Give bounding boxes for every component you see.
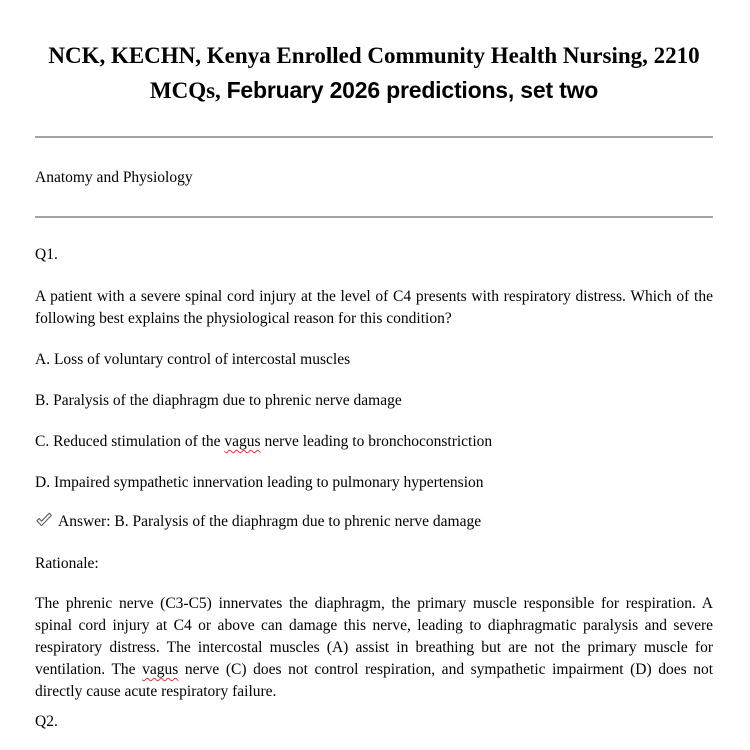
question-2-number: Q2. (35, 713, 58, 730)
page-title-sans-part: February 2026 predictions, set two (226, 77, 599, 103)
divider (35, 216, 713, 218)
option-c-misspelled-word: vagus (224, 433, 261, 450)
rationale-text-post: nerve (C) does not control respiration, and sympathetic impairment (D) does not directly cause acute respiratory failure. (35, 661, 714, 700)
rationale-text (35, 593, 713, 703)
rationale-text-pre: The phrenic nerve (C3-C5) innervates the diaphragm, the primary muscle responsible for respiration. A spinal cord injury at C4 or above can damage this nerve, leading to diaphragmatic paralysis and severe respiratory distress. The intercostal muscles (A) assist in breathing but are not the primary muscle for ventilation. The (35, 595, 713, 678)
option-c-text-post: nerve leading to bronchoconstriction (260, 433, 493, 450)
answer-line (35, 511, 713, 533)
check-mark-icon (35, 511, 53, 529)
page-title (35, 38, 713, 108)
rationale-label: Rationale: (35, 555, 99, 572)
option-c-text-pre: C. Reduced stimulation of the (35, 433, 225, 450)
divider (35, 136, 713, 138)
question-1-number: Q1. (35, 246, 58, 263)
option-a: A. Loss of voluntary control of intercostal muscles (35, 351, 351, 368)
section-header: Anatomy and Physiology (35, 169, 193, 186)
rationale-misspelled-word: vagus (142, 661, 179, 678)
answer-text: Answer: B. Paralysis of the diaphragm due to phrenic nerve damage (58, 513, 482, 530)
page-title-serif-part: NCK, KECHN, Kenya Enrolled Community Health Nursing, 2210 MCQs, (48, 43, 700, 103)
option-b: B. Paralysis of the diaphragm due to phrenic nerve damage (35, 392, 402, 409)
option-d: D. Impaired sympathetic innervation leading to pulmonary hypertension (35, 474, 484, 491)
option-c (35, 431, 713, 453)
question-1-text: A patient with a severe spinal cord injury at the level of C4 presents with respiratory distress. Which of the following best explains the physiological reason for this condition? (35, 288, 713, 327)
